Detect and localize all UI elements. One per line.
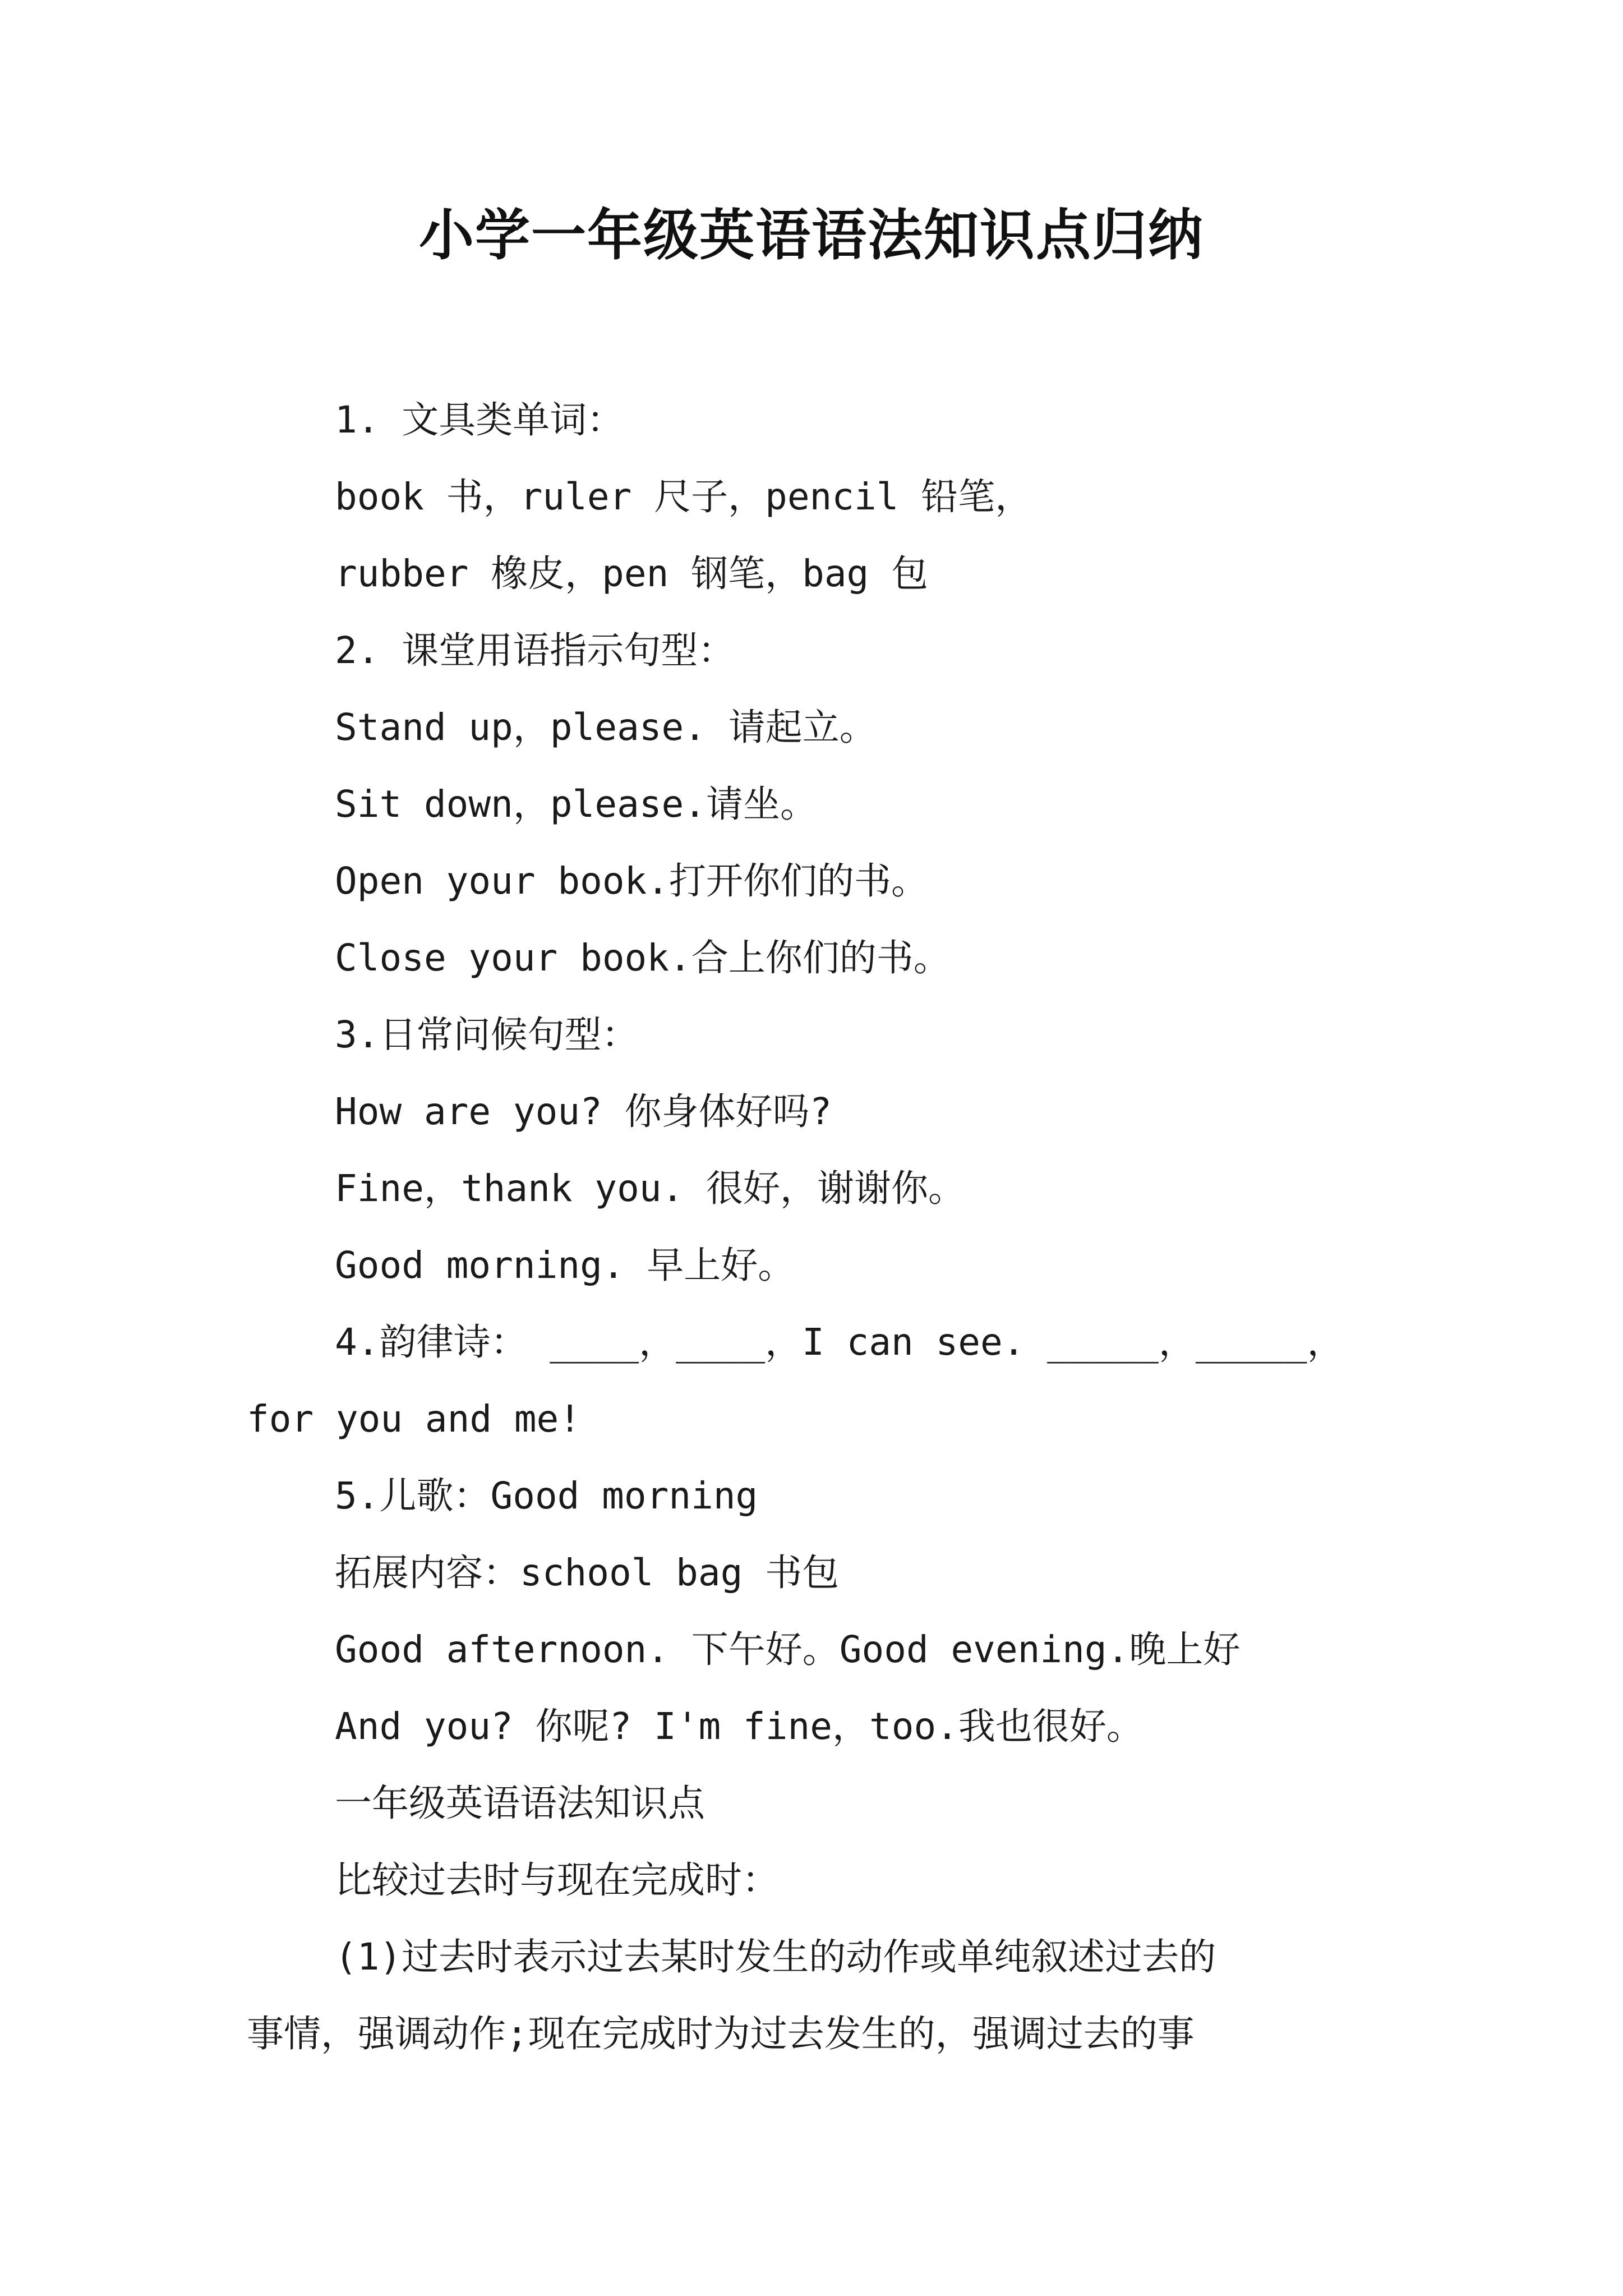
section-heading-song: 5.儿歌：Good morning	[335, 1474, 758, 1517]
text-line: Sit down，please.请坐。	[335, 783, 818, 826]
text-line: 比较过去时与现在完成时：	[335, 1858, 779, 1902]
document-title: 小学一年级英语语法知识点归纳	[418, 203, 1204, 268]
section-heading-classroom: 2. 课堂用语指示句型：	[335, 629, 735, 672]
text-line: And you? 你呢? I'm fine，too.我也很好。	[335, 1705, 1144, 1748]
section-heading-greetings: 3.日常问候句型：	[335, 1013, 639, 1056]
text-line: book 书，ruler 尺子，pencil 铅笔，	[335, 475, 1032, 518]
text-line: Good morning. 早上好。	[335, 1244, 795, 1287]
text-line: Fine，thank you. 很好，谢谢你。	[335, 1167, 966, 1210]
text-line: for you and me!	[247, 1397, 582, 1441]
text-line: 事情，强调动作;现在完成时为过去发生的，强调过去的事	[247, 2012, 1195, 2055]
text-line: Stand up，please. 请起立。	[335, 706, 877, 749]
document-body	[247, 381, 1380, 2072]
text-line: How are you? 你身体好吗?	[335, 1090, 832, 1133]
section-heading-rhyme: 4.韵律诗： ____，____，I can see. _____，_____，	[335, 1320, 1344, 1364]
text-line: Open your book.打开你们的书。	[335, 859, 929, 903]
text-line: Close your book.合上你们的书。	[335, 936, 951, 979]
section-heading-stationery: 1. 文具类单词：	[335, 398, 624, 441]
text-line: (1)过去时表示过去某时发生的动作或单纯叙述过去的	[335, 1935, 1216, 1978]
text-line: 拓展内容：school bag 书包	[335, 1551, 840, 1594]
text-line: rubber 橡皮，pen 钢笔，bag 包	[335, 552, 929, 595]
subheading-grammar: 一年级英语语法知识点	[335, 1782, 705, 1825]
text-line: Good afternoon. 下午好。Good evening.晚上好	[335, 1628, 1241, 1671]
